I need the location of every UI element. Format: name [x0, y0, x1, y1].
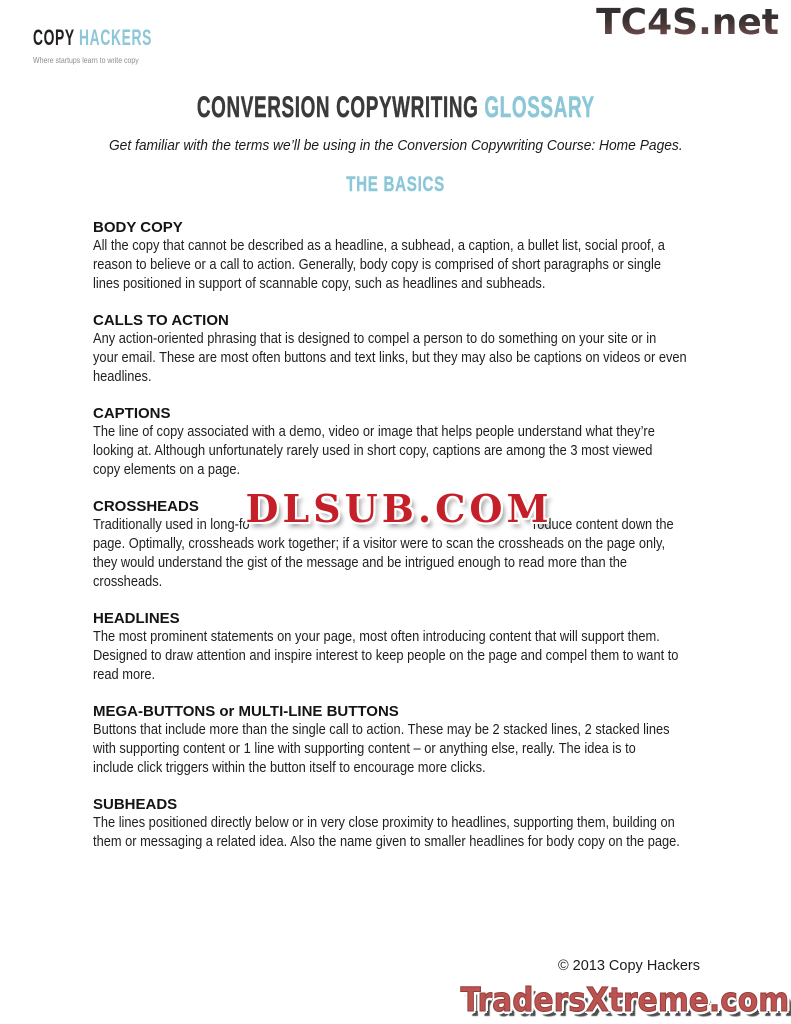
section-header-the-basics: THE BASICS [346, 173, 445, 196]
page-title [197, 92, 595, 124]
term-heading: CAPTIONS [93, 405, 171, 422]
logo-copy-text: COPY [33, 25, 75, 50]
definition-line: with supporting content or 1 line with supporting content – or anything else, really. The idea is to [93, 741, 636, 757]
definition-line: reason to believe or a call to action. Generally, body copy is comprised of short paragraphs or single [93, 257, 661, 273]
definition-line: page. Optimally, crossheads work together; if a visitor were to scan the crossheads on the page only, [93, 536, 666, 552]
term-captions [93, 404, 698, 480]
definition-line: The most prominent statements on your page, most often introducing content that will support them. [93, 629, 660, 645]
term-headlines [93, 609, 698, 685]
definition-line: Buttons that include more than the single call to action. These may be 2 stacked lines, 2 stacked lines [93, 722, 670, 738]
definition-line: Any action-oriented phrasing that is designed to compel a person to do something on your site or in [93, 331, 657, 347]
obscured-line-right-fragment: roduce content down the [532, 517, 674, 533]
term-heading: SUBHEADS [93, 796, 178, 813]
term-body-copy [93, 218, 698, 294]
definition-line: looking at. Although unfortunately rarely used in short copy, captions are among the 3 most viewed [93, 443, 653, 459]
page-subtitle: Get familiar with the terms we’ll be using in the Conversion Copywriting Course: Home Pages. [108, 137, 683, 154]
definition-line: All the copy that cannot be described as a headline, a subhead, a caption, a bullet list, social proof, a [93, 238, 665, 254]
copy-hackers-logo [33, 27, 222, 68]
term-heading: CROSSHEADS [93, 498, 199, 515]
glossary-content [93, 218, 698, 852]
definition-line: The line of copy associated with a demo, video or image that helps people understand what they’re [93, 424, 655, 440]
term-heading: HEADLINES [93, 610, 180, 627]
term-subheads [93, 795, 698, 852]
watermark-tradersxtreme [424, 979, 789, 1021]
watermark-dlsub-text: DLSUB.COM [245, 485, 553, 531]
definition-line: headlines. [93, 369, 152, 385]
copyright-notice: © 2013 Copy Hackers [557, 958, 700, 974]
logo-wordmark [33, 27, 152, 49]
definition-line: copy elements on a page. [93, 462, 241, 478]
obscured-line-left-fragment: Traditionally used in long-fo [93, 517, 250, 533]
watermark-dlsub [245, 485, 553, 531]
definition-line: read more. [93, 667, 156, 683]
logo-tagline: Where startups learn to write copy [33, 55, 139, 65]
definition-line: include click triggers within the button itself to encourage more clicks. [93, 760, 486, 776]
term-heading: CALLS TO ACTION [93, 312, 229, 329]
watermark-tc4s: TC4S.net [596, 0, 779, 46]
term-heading: MEGA-BUTTONS or MULTI-LINE BUTTONS [93, 703, 399, 720]
definition-line: The lines positioned directly below or in very close proximity to headlines, supporting them, building on [93, 815, 675, 831]
page-title-accent: GLOSSARY [484, 91, 595, 124]
term-heading: BODY COPY [93, 219, 183, 236]
definition-line: them or messaging a related idea. Also the name given to smaller headlines for body copy on the page. [93, 834, 680, 850]
term-calls-to-action [93, 311, 698, 387]
definition-line: crossheads. [93, 574, 163, 590]
logo-hackers-text: HACKERS [79, 25, 152, 50]
term-mega-buttons [93, 702, 698, 778]
definition-line: Designed to draw attention and inspire interest to keep people on the page and compel them to want to [93, 648, 679, 664]
definition-line: lines positioned in support of scannable copy, such as headlines and subheads. [93, 276, 546, 292]
definition-line: your email. These are most often buttons and text links, but they may also be captions on videos or even [93, 350, 687, 366]
watermark-tradersxtreme-text: TradersXtreme.com [460, 980, 789, 1019]
definition-line: they would understand the gist of the message and be intrigued enough to read more than the [93, 555, 628, 571]
page-title-main: CONVERSION COPYWRITING [196, 91, 485, 124]
